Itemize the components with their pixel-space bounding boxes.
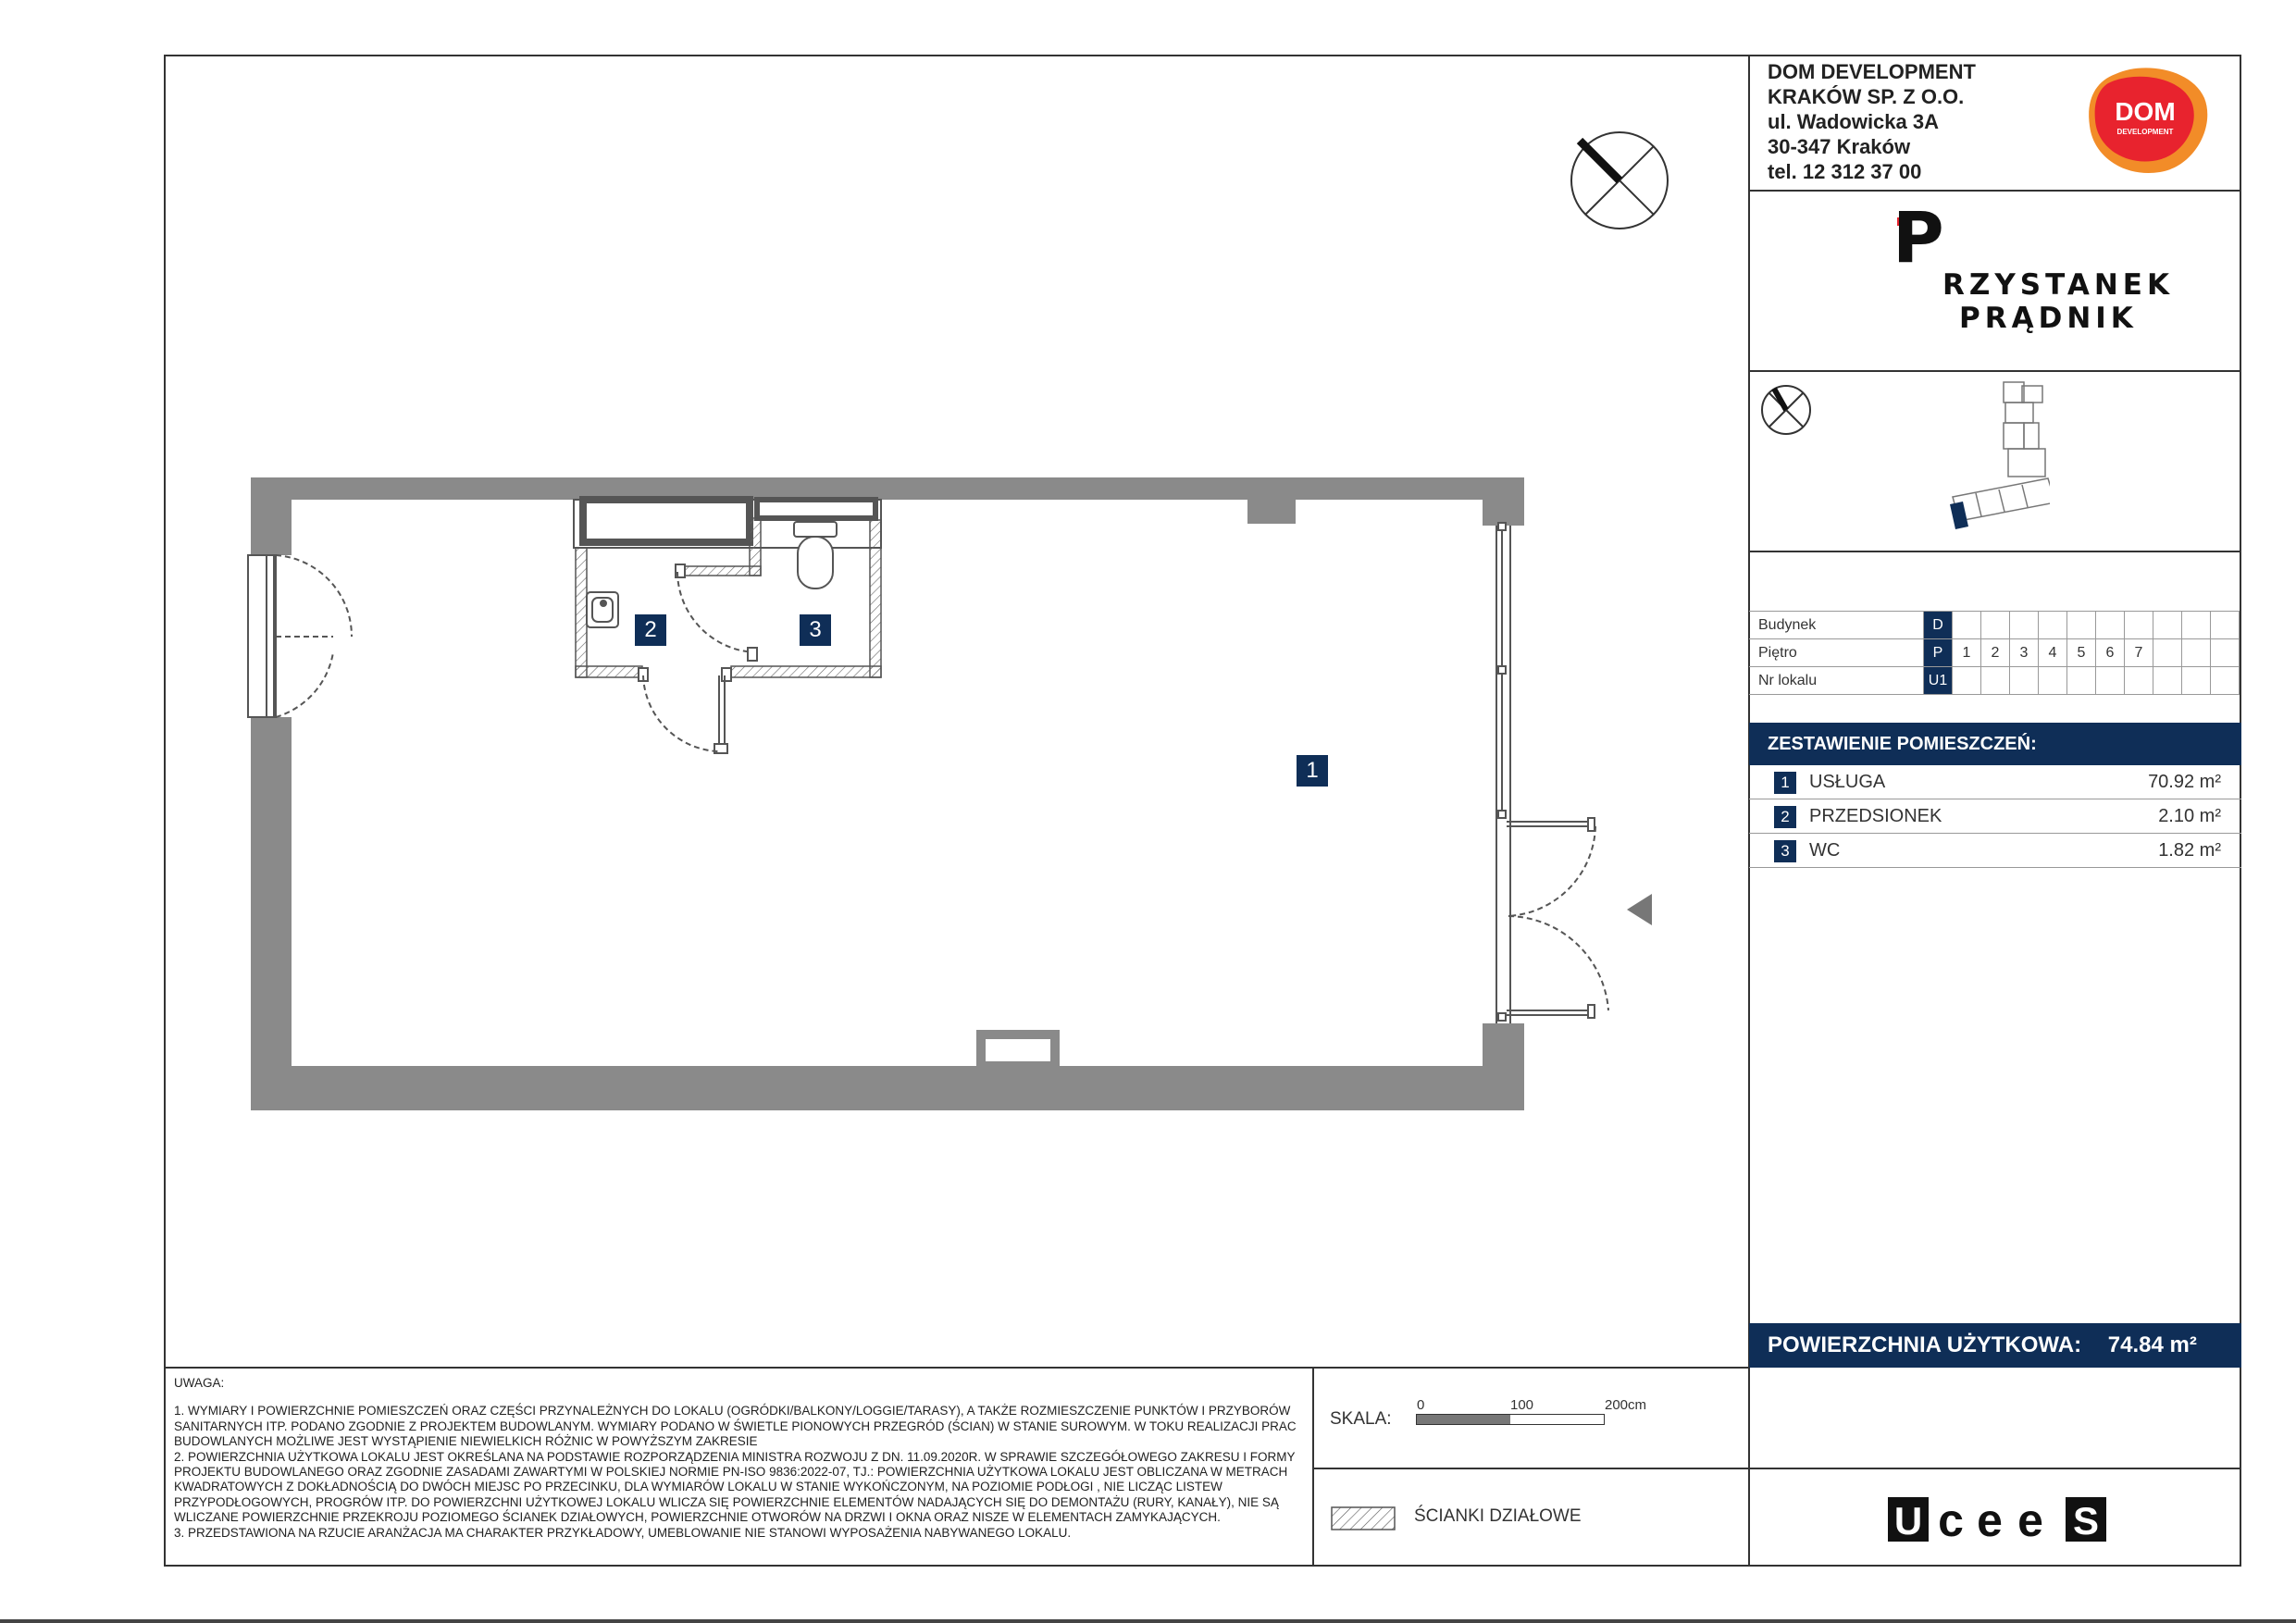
room-number: 3 <box>1774 840 1796 862</box>
room-tag-1: 1 <box>1297 755 1328 787</box>
cell: 2 <box>1981 639 2010 667</box>
notes-title: UWAGA: <box>174 1376 225 1390</box>
cell: P <box>1924 639 1953 667</box>
label-nr-lokalu: Nr lokalu <box>1749 667 1924 695</box>
usable-area-value: 74.84 m² <box>2107 1332 2197 1357</box>
room-tag-3: 3 <box>800 614 831 646</box>
dom-logo-subtext: DEVELOPMENT <box>2116 128 2174 136</box>
entrance-door <box>1507 818 1608 1018</box>
wc-door <box>676 564 757 661</box>
cell: 7 <box>2125 639 2153 667</box>
left-window <box>248 555 276 717</box>
brand-line-1: RZYSTANEK <box>1942 268 2174 302</box>
legend-label: ŚCIANKI DZIAŁOWE <box>1414 1506 1582 1526</box>
uc-letter-5: S <box>2072 1499 2100 1542</box>
usable-area-label: POWIERZCHNIA UŻYTKOWA: <box>1768 1332 2082 1357</box>
room-name: WC <box>1809 840 1841 861</box>
cell: 5 <box>2067 639 2096 667</box>
company-phone: tel. 12 312 37 00 <box>1768 160 1922 183</box>
label-budynek: Budynek <box>1749 612 1924 639</box>
cell: 6 <box>2096 639 2125 667</box>
room-area: 70.92 m² <box>2148 772 2221 792</box>
cell: 4 <box>2039 639 2067 667</box>
cell: 3 <box>2010 639 2039 667</box>
vestibule-door <box>639 668 731 753</box>
left-window-swings <box>276 555 352 717</box>
uc-letter-2: c <box>1938 1494 1964 1545</box>
uc-letter-1: U <box>1893 1499 1923 1542</box>
cell: 1 <box>1953 639 1981 667</box>
room-number: 2 <box>1774 806 1796 828</box>
note-2: 2. POWIERZCHNIA UŻYTKOWA LOKALU JEST OKREŚLANA NA PODSTAWIE ROZPORZĄDZENIA MINISTRA ROZWOJU Z DN. 11.09.2020R. W SPRAWIE SZCZEGÓŁOWEGO ZAKRESU I FORMY PROJEKTU BUDOWLANEGO ORAZ ZGODNIE ZASADAMI ZAWARTYMI W POLSKIEJ NORMIE PN-ISO 9836:2022-07, TJ.: POWIERZCHNIA UŻYTKOWA LOKALU JEST OBLICZANA W METRACH KWADRATOWYCH Z DOKŁADNOŚCIĄ DO DWÓCH MIEJSC PO PRZECINKU, DLA WYMIARÓW LOKALU W STANIE WYKOŃCZONYM, NA POZIOMIE PODŁOGI , NIE LICZĄC LISTEW PRZYPODŁOGOWYCH, PROGRÓW ITP. DO POWIERZCHNI UŻYTKOWEJ LOKALU WLICZA SIĘ POWIERZCHNIE ELEMENTÓW NADAJĄCYCH SIĘ DO DEMONTAŻU (RURY, KANAŁY), NIE SĄ WLICZANE POWIERZCHNIE PRZEKROJU POZIOMEGO ŚCIANEK DZIAŁOWYCH, POWIERZCHNIE OTWORÓW NA DRZWI I OKNA ORAZ NISZE W ELEMENTACH ZAMYKAJĄCYCH. <box>174 1449 1296 1525</box>
note-3: 3. PRZEDSTAWIONA NA RZUCIE ARANŻACJA MA CHARAKTER PRZYKŁADOWY, UMEBLOWANIE NIE STANOWI WYPOSAŻENIA NABYWANEGO LOKALU. <box>174 1525 1072 1540</box>
sink-icon <box>587 592 618 627</box>
scale-tick-0: 0 <box>1417 1397 1425 1413</box>
brand-big-p: P <box>1893 196 1944 279</box>
room-number: 1 <box>1774 772 1796 794</box>
column-niche <box>981 1035 1055 1066</box>
dom-logo-text: DOM <box>2115 97 2176 126</box>
room-area: 1.82 m² <box>2158 840 2221 861</box>
scale-tick-200: 200cm <box>1605 1397 1647 1413</box>
cell: D <box>1924 612 1953 639</box>
uc-letter-4: e <box>2017 1494 2043 1545</box>
note-1: 1. WYMIARY I POWIERZCHNIE POMIESZCZEŃ ORAZ CZĘŚCI PRZYNALEŻNYCH DO LOKALU (OGRÓDKI/BALKONY/LOGGIE/TARASY), A TAKŻE ROZMIESZCZENIE PUNKTÓW I PRZYBORÓW SANITARNYCH ITP. PODANO ZGODNIE Z PROJEKTEM BUDOWLANYM. WYMIARY PODANO W ŚWIETLE PIONOWYCH PRZEGRÓD (ŚCIAN) W STANIE SUROWYM. W TOKU REALIZACJI PRAC BUDOWLANYCH MOŻLIWE JEST WYSTĄPIENIE NIEWIELKICH RÓŻNIC W POWYŻSZYM ZAKRESIE <box>174 1404 1297 1449</box>
company-street: ul. Wadowicka 3A <box>1768 110 1940 133</box>
room-area: 2.10 m² <box>2158 806 2221 826</box>
exterior-walls <box>251 477 1524 1110</box>
brand-line-2: PRĄDNIK <box>1959 302 2138 335</box>
company-city: 30-347 Kraków <box>1768 135 1911 158</box>
toilet-icon <box>794 522 837 588</box>
company-name-1: DOM DEVELOPMENT <box>1768 60 1976 83</box>
room-name: PRZEDSIONEK <box>1809 806 1942 826</box>
uc-letter-3: e <box>1977 1494 2003 1545</box>
right-facade <box>1496 523 1510 1023</box>
room-tag-2: 2 <box>635 614 666 646</box>
scale-label: SKALA: <box>1330 1409 1392 1429</box>
rooms-heading: ZESTAWIENIE POMIESZCZEŃ: <box>1749 723 2241 765</box>
room-name: USŁUGA <box>1809 772 1886 792</box>
scale-tick-100: 100 <box>1510 1397 1534 1413</box>
cell: U1 <box>1924 667 1953 695</box>
entrance-arrow-icon <box>1627 894 1652 925</box>
label-pietro: Piętro <box>1749 639 1924 667</box>
company-name-2: KRAKÓW SP. Z O.O. <box>1768 85 1965 108</box>
